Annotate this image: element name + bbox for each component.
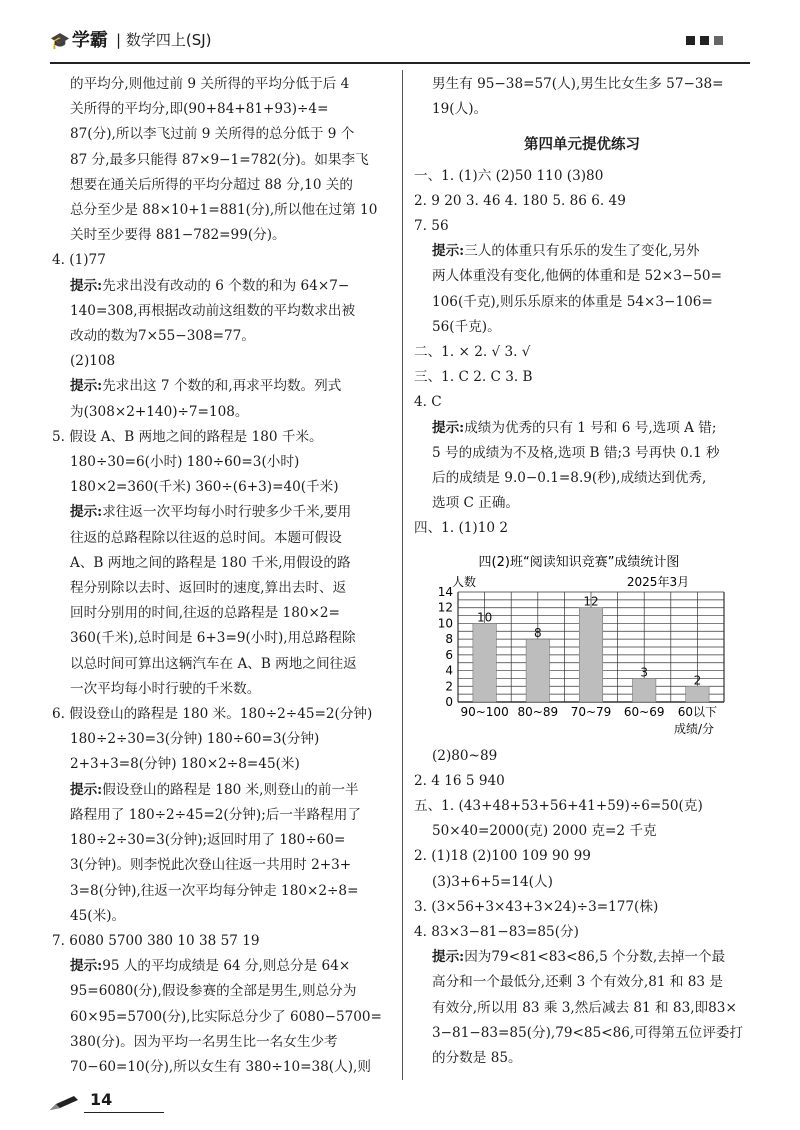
tip-label: 提示:	[432, 243, 465, 260]
left-column	[52, 72, 392, 1080]
bar	[526, 639, 549, 702]
answer-line: 2. 9 20 3. 46 4. 180 5. 86 6. 49	[414, 192, 626, 209]
decor-square-icon	[700, 36, 709, 45]
y-tick-label: 12	[437, 600, 453, 615]
tip-line	[52, 374, 392, 399]
text-line: 87 分,最多只能得 87×9−1=782(分)。如果李飞	[70, 151, 369, 168]
chart-xlabel: 成绩/分	[673, 721, 714, 736]
text-line: 2+3+3=8(分钟) 180×2÷8=45(米)	[70, 756, 300, 773]
text-line: 140=308,再根据改动前这组数的平均数求出被	[70, 302, 356, 319]
page-header	[50, 22, 750, 64]
text-line: 70−60=10(分),所以女生有 380÷10=38(人),则	[70, 1058, 371, 1075]
pencil-icon	[48, 1094, 82, 1112]
tip-line	[52, 500, 392, 525]
bar	[579, 607, 602, 701]
answer-line: 三、1. C 2. C 3. B	[414, 369, 533, 386]
y-tick-label: 10	[437, 616, 453, 631]
y-tick-label: 4	[445, 663, 453, 678]
text-line: 高分和一个最低分,还剩 3 个有效分,81 和 83 是	[432, 974, 723, 991]
bar-value-label: 8	[533, 625, 542, 640]
footer-underline	[84, 1112, 164, 1113]
text-line: 有效分,所以用 83 乘 3,然后减去 81 和 83,即83×	[432, 999, 737, 1016]
decor-square-icon	[714, 36, 723, 45]
section-title: 第四单元提优练习	[524, 136, 640, 154]
page-number: 14	[90, 1090, 113, 1109]
tip-text: 因为79<81<83<86,5 个分数,去掉一个最	[464, 949, 726, 966]
header-divider	[50, 62, 750, 64]
answer-line: 一、1. (1)六 (2)50 110 (3)80	[414, 167, 604, 184]
text-line: 一次平均每小时行驶的千米数。	[70, 680, 261, 697]
tip-label: 提示:	[432, 949, 465, 966]
answer-line: (2)108	[70, 353, 116, 370]
chart-ylabel: 人数	[451, 574, 477, 589]
text-line: A、B 两地之间的路程是 180 千米,用假设的路	[70, 554, 351, 571]
tip-line	[52, 778, 392, 803]
tip-line	[414, 239, 750, 264]
tip-text: 成绩为优秀的只有 1 号和 6 号,选项 A 错;	[464, 419, 717, 436]
text-line: 以总时间可算出这辆汽车在 A、B 两地之间往返	[70, 655, 357, 672]
tip-text: 假设登山的路程是 180 米,则登山的前一半	[102, 781, 359, 798]
text-line: 的平均分,则他过前 9 关所得的平均分低于后 4	[70, 76, 350, 92]
y-tick-label: 6	[445, 647, 453, 662]
tip-text: 先求出这 7 个数的和,再求平均数。列式	[102, 378, 342, 395]
tip-label: 提示:	[70, 378, 103, 395]
tip-text: 先求出没有改动的 6 个数的和为 64×7−	[102, 277, 350, 294]
x-tick-label: 80~89	[517, 704, 559, 719]
answer-line: 2. (1)18 (2)100 109 90 99	[414, 848, 591, 865]
text-line: 56(千克)。	[432, 318, 501, 335]
y-tick-label: 2	[445, 678, 453, 693]
chart-bars	[473, 594, 709, 701]
text-line: 回时分别用的时间,往返的总路程是 180×2=	[70, 605, 340, 622]
answer-line: 5. 假设 A、B 两地之间的路程是 180 千米。	[52, 428, 323, 445]
text-line: 3−81−83=85(分),79<85<86,可得第五位评委打	[432, 1024, 743, 1041]
text-line: 106(千克),则乐乐原来的体重是 54×3−106=	[432, 293, 713, 310]
text-line: 19(人)。	[432, 101, 488, 118]
answer-line: 7. 56	[414, 218, 449, 235]
tip-label: 提示:	[432, 419, 465, 436]
text-line: 5 号的成绩为不及格,选项 B 错;3 号再快 0.1 秒	[432, 444, 720, 461]
answer-line: 7. 6080 5700 380 10 38 57 19	[52, 932, 260, 949]
logo-text: 学霸	[71, 30, 108, 51]
answer-line: 4. C	[414, 394, 442, 411]
text-line: 男生有 95−38=57(人),男生比女生多 57−38=	[432, 76, 724, 92]
answer-line: 2. 4 16 5 940	[414, 772, 505, 789]
right-column	[414, 72, 750, 1071]
text-line: 改动的数为7×55−308=77。	[70, 328, 255, 345]
text-line: 3(分钟)。则李悦此次登山往返一共用时 2+3+	[70, 857, 352, 874]
text-line: 95=6080(分),假设参赛的全部是男生,则总分为	[70, 983, 357, 1000]
answer-line: 4. (1)77	[52, 252, 106, 269]
decor-square-icon	[686, 36, 695, 45]
text-line: 两人体重没有变化,他俩的体重和是 52×3−50=	[432, 268, 722, 285]
graduation-cap-icon: 🎓	[50, 31, 70, 50]
tip-line	[52, 274, 392, 299]
tip-label: 提示:	[70, 277, 103, 294]
tip-label: 提示:	[70, 958, 103, 975]
text-line: 的分数是 85。	[432, 1050, 522, 1067]
tip-text: 95 人的平均成绩是 64 分,则总分是 64×	[102, 958, 351, 975]
tip-text: 求往返一次平均每小时行驶多少千米,要用	[102, 504, 352, 521]
bar-chart	[414, 550, 750, 740]
chart-title: 四(2)班“阅读知识竞赛”成绩统计图	[478, 554, 680, 570]
answer-line: 6. 假设登山的路程是 180 米。180÷2÷45=2(分钟)	[52, 706, 373, 723]
book-title	[116, 29, 212, 50]
text-line: 选项 C 正确。	[432, 495, 520, 512]
text-line: 87(分),所以李飞过前 9 关所得的总分低于 9 个	[70, 126, 355, 143]
text-line: 180÷30=6(小时) 180÷60=3(小时)	[70, 454, 300, 471]
bar-value-label: 12	[583, 594, 599, 609]
chart-svg	[414, 550, 744, 740]
tip-text: 三人的体重只有乐乐的发生了变化,另外	[464, 243, 700, 260]
answer-line: (2)80~89	[432, 747, 498, 764]
text-line: (3)3+6+5=14(人)	[432, 873, 553, 890]
text-line: 往返的总路程除以往返的总时间。本题可假设	[70, 529, 342, 546]
tip-label: 提示:	[70, 781, 103, 798]
text-line: 后的成绩是 9.0−0.1=8.9(秒),成绩达到优秀,	[432, 470, 707, 487]
text-line: 总分至少是 88×10+1=881(分),所以他在过第 10	[70, 202, 378, 219]
answer-line: 3. (3×56+3×43+3×24)÷3=177(株)	[414, 898, 659, 915]
bar	[473, 623, 496, 702]
bar-value-label: 3	[640, 665, 649, 680]
text-line: 380(分)。因为平均一名男生比一名女生少考	[70, 1033, 338, 1050]
tip-line	[414, 416, 750, 441]
chart-date: 2025年3月	[626, 574, 690, 589]
text-line: 180÷2÷30=3(分钟);返回时用了 180÷60=	[70, 832, 346, 849]
bar-value-label: 10	[476, 610, 493, 625]
answer-line: 二、1. × 2. √ 3. √	[414, 344, 531, 361]
text-line: 想要在通关后所得的平均分超过 88 分,10 关的	[70, 176, 353, 193]
tip-label: 提示:	[70, 504, 103, 521]
tip-line	[414, 945, 750, 970]
text-line: 180×2=360(千米) 360÷(6+3)=40(千米)	[70, 479, 339, 496]
text-line: 关时至少要得 881−782=99(分)。	[70, 227, 286, 244]
text-line: 路程用了 180÷2÷45=2(分钟);后一半路程用了	[70, 806, 361, 823]
text-line: 50×40=2000(克) 2000 克=2 千克	[432, 823, 657, 840]
tip-line	[52, 954, 392, 979]
text-line: 3=8(分钟),往返一次平均每分钟走 180×2÷8=	[70, 882, 359, 899]
text-line: 45(米)。	[70, 907, 126, 924]
text-line: 关所得的平均分,即(90+84+81+93)÷4=	[70, 101, 329, 118]
answer-line: 四、1. (1)10 2	[414, 520, 509, 537]
text-line: 程分别除以去时、返回时的速度,算出去时、返	[70, 580, 347, 597]
column-divider	[402, 70, 403, 1080]
text-line: 60×95=5700(分),比实际总分少了 6080−5700=	[70, 1008, 382, 1025]
text-line: 180÷2÷30=3(分钟) 180÷60=3(分钟)	[70, 731, 320, 748]
text-line: 为(308×2+140)÷7=108。	[70, 403, 249, 420]
y-tick-label: 8	[445, 631, 453, 646]
x-tick-label: 90~100	[460, 704, 509, 719]
answer-line: 五、1. (43+48+53+56+41+59)÷6=50(克)	[414, 798, 703, 815]
bar	[632, 678, 655, 702]
brand-logo	[50, 26, 108, 52]
text-line: 360(千米),总时间是 6+3=9(小时),用总路程除	[70, 630, 356, 647]
bar-value-label: 2	[693, 672, 702, 687]
page-footer	[48, 1090, 308, 1116]
title-separator: |	[116, 31, 122, 49]
bar	[686, 686, 709, 702]
x-tick-label: 60~69	[623, 704, 665, 719]
book-title-text: 数学四上(SJ)	[125, 31, 212, 49]
y-tick-label: 14	[437, 584, 453, 599]
x-tick-label: 70~79	[570, 704, 612, 719]
y-tick-label: 0	[445, 694, 453, 709]
answer-line: 4. 83×3−81−83=85(分)	[414, 924, 579, 941]
x-tick-label: 60以下	[677, 704, 718, 719]
